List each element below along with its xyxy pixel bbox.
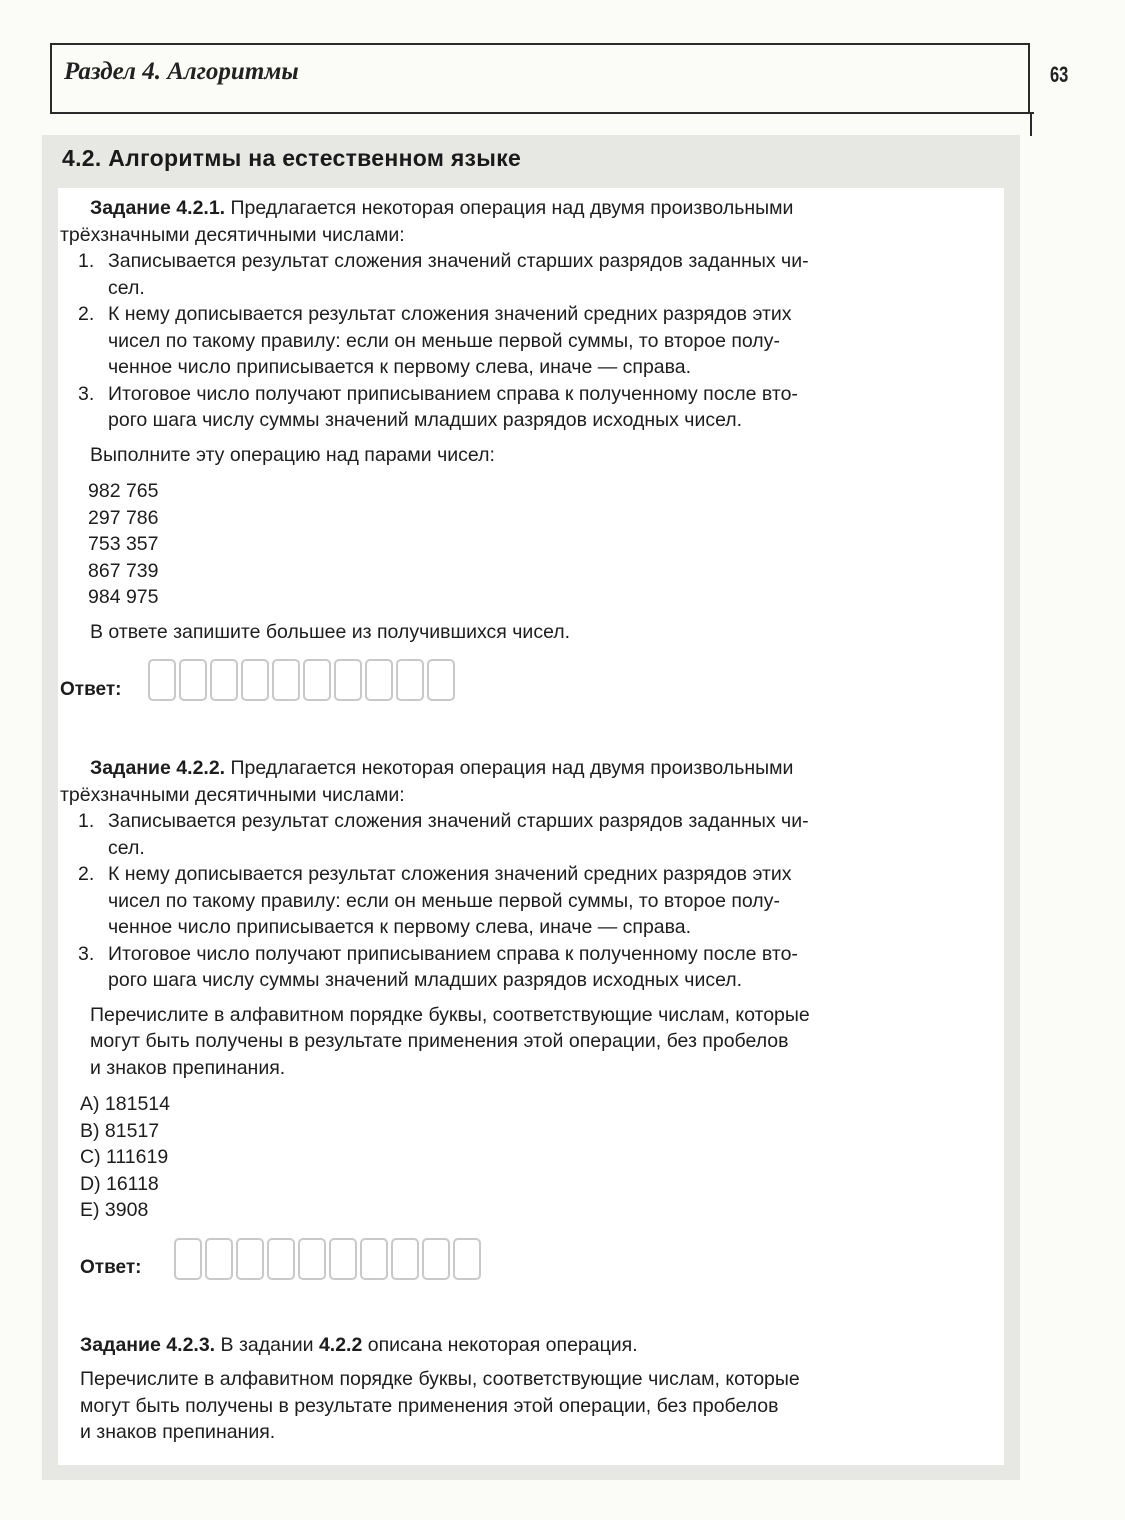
answer-cell[interactable] [298, 1238, 326, 1280]
answer-row [60, 1238, 1000, 1288]
answer-cell[interactable] [360, 1238, 388, 1280]
answer-cell[interactable] [329, 1238, 357, 1280]
instruction-line: и знаков препинания. [80, 1421, 276, 1443]
instruction-line: и знаков препинания. [90, 1056, 286, 1079]
task-intro [60, 1332, 1000, 1359]
task-intro-text: Предлагается некоторая операция над двумя произвольными [230, 197, 794, 219]
step-text: К нему дописывается результат сложения значений средних разрядов этих [108, 303, 792, 325]
step-text: Записывается результат сложения значений старших разрядов заданных чи- [108, 810, 809, 832]
answer-cell[interactable] [205, 1238, 233, 1280]
step-text: К нему дописывается результат сложения значений средних разрядов этих [108, 863, 792, 885]
answer-cell[interactable] [391, 1238, 419, 1280]
number-pair: 867 739 [88, 559, 159, 582]
answer-label: Ответ: [80, 1257, 142, 1278]
option-item: A) 181514 [80, 1093, 170, 1115]
task-intro [60, 195, 1000, 222]
option-item: C) 111619 [80, 1146, 169, 1168]
instruction-line: Перечислите в алфавитном порядке буквы, соответствующие числам, которые [90, 1003, 810, 1026]
task-intro-text-cont: трёхзначными десятичными числами: [60, 223, 405, 246]
option-item: D) 16118 [80, 1172, 159, 1195]
answer-input[interactable] [174, 1238, 484, 1280]
answer-cell[interactable] [396, 659, 424, 701]
answer-cell[interactable] [148, 659, 176, 701]
task-intro-text: В задании [220, 1333, 314, 1356]
spacer [60, 709, 1000, 755]
task-instruction [90, 1002, 1000, 1082]
steps-list [60, 248, 1000, 434]
answer-input[interactable] [148, 659, 458, 701]
step-number: 2. [78, 303, 95, 325]
task-instruction [80, 1366, 1000, 1446]
step-number: 1. [78, 250, 95, 272]
step-number: 3. [78, 942, 95, 965]
task-label: Задание 4.2.1. [90, 197, 226, 219]
answer-cell[interactable] [267, 1238, 295, 1280]
answer-cell[interactable] [422, 1238, 450, 1280]
task-4-2-1 [60, 195, 1000, 709]
steps-list [60, 808, 1000, 994]
option-item: E) 3908 [80, 1199, 149, 1221]
answer-cell[interactable] [179, 659, 207, 701]
answer-label: Ответ: [60, 678, 122, 700]
step-text: чисел по такому правилу: если он меньше первой суммы, то второе полу- [108, 329, 780, 352]
list-item [60, 381, 1000, 434]
answer-cell[interactable] [334, 659, 362, 701]
answer-cell[interactable] [241, 659, 269, 701]
page-number: 63 [1050, 62, 1069, 87]
step-text: ченное число приписывается к первому слева, иначе — справа. [108, 916, 692, 938]
list-item [60, 248, 1000, 301]
instruction-line: могут быть получены в результате применения этой операции, без пробелов [80, 1394, 779, 1417]
section-content [60, 195, 1000, 1446]
step-text: Итоговое число получают приписыванием справа к полученному после вто- [108, 382, 798, 405]
options-list [80, 1091, 1000, 1224]
answer-cell[interactable] [236, 1238, 264, 1280]
step-number: 1. [78, 810, 95, 832]
task-label: Задание 4.2.2. [90, 757, 226, 779]
task-note: В ответе запишите большее из получившихся чисел. [90, 620, 571, 643]
step-text: ченное число приписывается к первому слева, иначе — справа. [108, 356, 692, 378]
list-item [60, 941, 1000, 994]
number-pair: 753 357 [88, 533, 159, 555]
step-text: чисел по такому правилу: если он меньше первой суммы, то второе полу- [108, 889, 780, 912]
number-pair: 297 786 [88, 506, 159, 529]
answer-cell[interactable] [453, 1238, 481, 1280]
step-number: 3. [78, 382, 95, 405]
step-text: Итоговое число получают приписыванием справа к полученному после вто- [108, 942, 798, 965]
step-text: Записывается результат сложения значений старших разрядов заданных чи- [108, 250, 809, 272]
answer-cell[interactable] [427, 659, 455, 701]
answer-row [60, 659, 1000, 709]
option-item: B) 81517 [80, 1119, 160, 1142]
task-intro [60, 755, 1000, 782]
answer-cell[interactable] [303, 659, 331, 701]
header-side-rule [1030, 114, 1032, 136]
answer-cell[interactable] [210, 659, 238, 701]
list-item [60, 301, 1000, 381]
step-text: рого шага числу суммы значений младших разрядов исходных чисел. [108, 969, 743, 991]
step-text: рого шага числу суммы значений младших разрядов исходных чисел. [108, 409, 743, 431]
task-reference: 4.2.2 [318, 1333, 363, 1356]
answer-cell[interactable] [365, 659, 393, 701]
step-text: сел. [108, 836, 145, 859]
chapter-title: Раздел 4. Алгоритмы [64, 58, 299, 85]
task-intro-text: описана некоторая операция. [367, 1333, 638, 1356]
instruction-line: Перечислите в алфавитном порядке буквы, соответствующие числам, которые [80, 1368, 800, 1390]
step-text: сел. [108, 276, 145, 299]
step-number: 2. [78, 863, 95, 885]
task-label: Задание 4.2.3. [80, 1333, 216, 1356]
task-4-2-2 [60, 755, 1000, 1288]
spacer [60, 1288, 1000, 1332]
number-pairs [88, 478, 1000, 611]
number-pair: 984 975 [88, 586, 159, 608]
section-title: 4.2. Алгоритмы на естественном языке [62, 145, 522, 171]
chapter-header-rule [50, 112, 1034, 114]
answer-cell[interactable] [174, 1238, 202, 1280]
task-intro-text-cont: трёхзначными десятичными числами: [60, 783, 405, 806]
task-4-2-3 [60, 1332, 1000, 1446]
instruction-line: могут быть получены в результате применения этой операции, без пробелов [90, 1030, 789, 1052]
list-item [60, 808, 1000, 861]
task-instruction: Выполните эту операцию над парами чисел: [90, 443, 495, 466]
task-intro-text: Предлагается некоторая операция над двумя произвольными [230, 757, 794, 779]
list-item [60, 861, 1000, 941]
answer-cell[interactable] [272, 659, 300, 701]
number-pair: 982 765 [88, 480, 159, 502]
